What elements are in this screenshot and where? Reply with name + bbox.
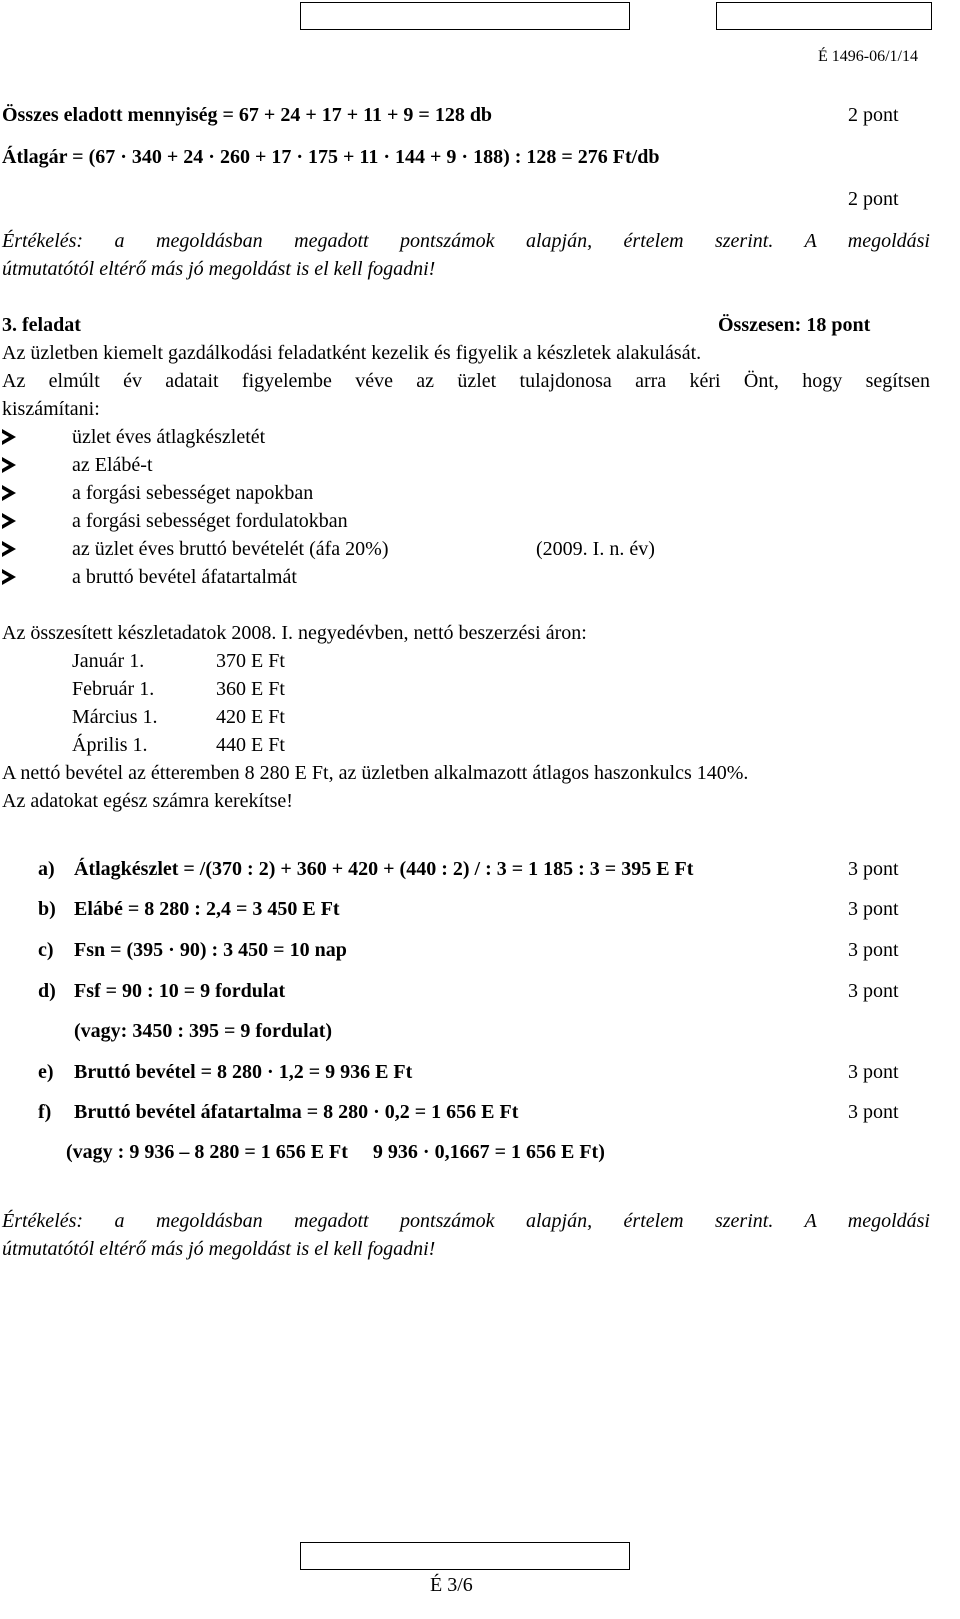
- bullet-text: a forgási sebességet fordulatokban: [72, 510, 348, 532]
- stock-month: Február 1.: [72, 678, 155, 700]
- solution-text: Átlagkészlet = /(370 : 2) + 360 + 420 + (440 : 2) / : 3 = 1 185 : 3 = 395 E Ft: [74, 858, 694, 880]
- bullet-text: az üzlet éves bruttó bevételét (áfa 20%): [72, 538, 389, 560]
- average-price-points: 2 pont: [848, 188, 899, 210]
- stock-month: Április 1.: [72, 734, 148, 756]
- solution-points: 3 pont: [848, 858, 899, 880]
- rounding-instruction: Az adatokat egész számra kerekítse!: [2, 790, 293, 812]
- solution-letter: a): [38, 858, 55, 880]
- task-intro-line-2: Az elmúlt év adatait figyelembe véve az üzlet tulajdonosa arra kéri Önt, hogy segítsen: [2, 370, 930, 392]
- task-total-points: Összesen: 18 pont: [718, 314, 871, 336]
- stock-value: 360 E Ft: [216, 678, 285, 700]
- bullet-text: az Elábé-t: [72, 454, 153, 476]
- net-revenue-line: A nettó bevétel az étteremben 8 280 E Ft, az üzletben alkalmazott átlagos haszonkulcs 140%.: [2, 762, 749, 784]
- arrow-bullet-icon: [2, 457, 16, 473]
- solution-points: 3 pont: [848, 1101, 899, 1123]
- arrow-bullet-icon: [2, 485, 16, 501]
- solution-text: Bruttó bevétel áfatartalma = 8 280 · 0,2 = 1 656 E Ft: [74, 1101, 519, 1123]
- stock-month: Január 1.: [72, 650, 145, 672]
- evaluation-note-line-1: Értékelés: a megoldásban megadott pontszámok alapján, értelem szerint. A megoldási: [2, 230, 930, 252]
- final-evaluation-line-1: Értékelés: a megoldásban megadott pontszámok alapján, értelem szerint. A megoldási: [2, 1210, 930, 1232]
- footer-box: [300, 1542, 630, 1570]
- task-title: 3. feladat: [2, 314, 81, 336]
- solution-text: Fsn = (395 · 90) : 3 450 = 10 nap: [74, 939, 347, 961]
- solution-text: Bruttó bevétel = 8 280 · 1,2 = 9 936 E Ft: [74, 1061, 413, 1083]
- solution-points: 3 pont: [848, 898, 899, 920]
- solution-text: Elábé = 8 280 : 2,4 = 3 450 E Ft: [74, 898, 340, 920]
- alternative-solution-line: (vagy : 9 936 – 8 280 = 1 656 E Ft 9 936 · 0,1667 = 1 656 E Ft): [66, 1141, 605, 1163]
- bullet-year-note: (2009. I. n. év): [536, 538, 655, 560]
- task-intro-line-3: kiszámítani:: [2, 398, 100, 420]
- task-intro-line-1: Az üzletben kiemelt gazdálkodási feladatként kezelik és figyelik a készletek alakulását.: [2, 342, 702, 364]
- arrow-bullet-icon: [2, 513, 16, 529]
- bullet-text: a bruttó bevétel áfatartalmát: [72, 566, 297, 588]
- solution-letter: c): [38, 939, 54, 961]
- total-quantity-line: Összes eladott mennyiség = 67 + 24 + 17 + 11 + 9 = 128 db: [2, 104, 493, 126]
- stock-value: 370 E Ft: [216, 650, 285, 672]
- stock-value: 420 E Ft: [216, 706, 285, 728]
- document-code: É 1496-06/1/14: [818, 48, 918, 65]
- solution-points: 3 pont: [848, 1061, 899, 1083]
- solution-letter: e): [38, 1061, 54, 1083]
- solution-text: (vagy: 3450 : 395 = 9 fordulat): [74, 1020, 333, 1042]
- solution-letter: d): [38, 980, 56, 1002]
- arrow-bullet-icon: [2, 569, 16, 585]
- stock-data-intro: Az összesített készletadatok 2008. I. negyedévben, nettó beszerzési áron:: [2, 622, 587, 644]
- total-quantity-points: 2 pont: [848, 104, 899, 126]
- final-evaluation-line-2: útmutatótól eltérő más jó megoldást is el kell fogadni!: [2, 1238, 436, 1260]
- solution-text: Fsf = 90 : 10 = 9 fordulat: [74, 980, 286, 1002]
- evaluation-note-line-2: útmutatótól eltérő más jó megoldást is el kell fogadni!: [2, 258, 436, 280]
- solution-points: 3 pont: [848, 980, 899, 1002]
- arrow-bullet-icon: [2, 541, 16, 557]
- page-number: É 3/6: [430, 1574, 473, 1596]
- solution-letter: b): [38, 898, 56, 920]
- arrow-bullet-icon: [2, 429, 16, 445]
- solution-points: 3 pont: [848, 939, 899, 961]
- header-box-left: [300, 2, 630, 30]
- bullet-text: üzlet éves átlagkészletét: [72, 426, 266, 448]
- average-price-line: Átlagár = (67 · 340 + 24 · 260 + 17 · 175 + 11 · 144 + 9 · 188) : 128 = 276 Ft/db: [2, 146, 660, 168]
- header-box-right: [716, 2, 932, 30]
- solution-letter: f): [38, 1101, 52, 1123]
- stock-value: 440 E Ft: [216, 734, 285, 756]
- bullet-text: a forgási sebességet napokban: [72, 482, 314, 504]
- stock-month: Március 1.: [72, 706, 158, 728]
